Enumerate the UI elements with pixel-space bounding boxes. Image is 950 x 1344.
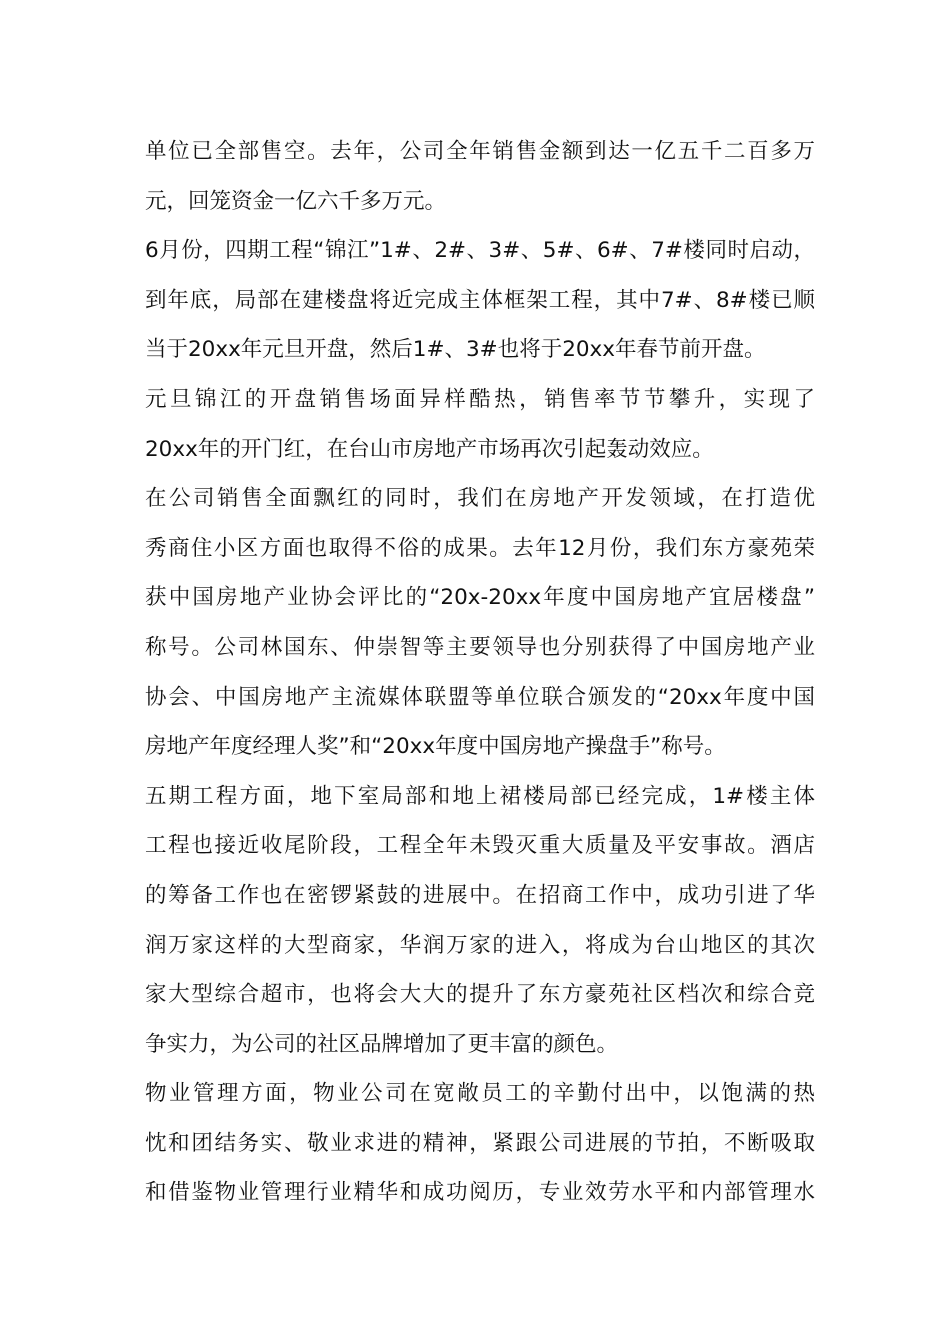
text-line: 元旦锦江的开盘销售场面异样酷热，销售率节节攀升，实现了 (145, 386, 815, 412)
text-line: 物业管理方面，物业公司在宽敞员工的辛勤付出中，以饱满的热 (145, 1081, 815, 1107)
text-line: 20xx年的开门红，在台山市房地产市场再次引起轰动效应。 (145, 436, 714, 462)
text-line: 称号。公司林国东、仲崇智等主要领导也分别获得了中国房地产业 (145, 634, 815, 660)
body-text (145, 127, 815, 1218)
text-line: 单位已全部售空。去年，公司全年销售金额到达一亿五千二百多万 (145, 139, 815, 164)
text-line: 润万家这样的大型商家，华润万家的进入，将成为台山地区的其次 (145, 932, 815, 958)
text-line: 当于20xx年元旦开盘，然后1#、3#也将于20xx年春节前开盘。 (145, 337, 766, 363)
text-line: 获中国房地产业协会评比的“20x-20xx年度中国房地产宜居楼盘” (145, 585, 815, 611)
text-line: 争实力，为公司的社区品牌增加了更丰富的颜色。 (145, 1031, 619, 1057)
text-line: 到年底，局部在建楼盘将近完成主体框架工程，其中7#、8#楼已顺 (145, 287, 815, 313)
text-line: 房地产年度经理人奖”和“20xx年度中国房地产操盘手”称号。 (145, 734, 726, 760)
text-line: 在公司销售全面飘红的同时，我们在房地产开发领域，在打造优 (145, 486, 815, 512)
text-line: 五期工程方面，地下室局部和地上裙楼局部已经完成，1#楼主体 (145, 783, 815, 809)
text-line: 工程也接近收尾阶段，工程全年未毁灭重大质量及平安事故。酒店 (145, 833, 815, 859)
text-line: 秀商住小区方面也取得不俗的成果。去年12月份，我们东方豪苑荣 (145, 535, 815, 561)
text-line: 和借鉴物业管理行业精华和成功阅历，专业效劳水平和内部管理水 (145, 1180, 815, 1206)
text-line: 6月份，四期工程“锦江”1#、2#、3#、5#、6#、7#楼同时启动， (145, 238, 815, 264)
text-line: 忱和团结务实、敬业求进的精神，紧跟公司进展的节拍，不断吸取 (145, 1130, 815, 1156)
text-line: 家大型综合超市，也将会大大的提升了东方豪苑社区档次和综合竞 (145, 982, 815, 1008)
text-line: 协会、中国房地产主流媒体联盟等单位联合颁发的“20xx年度中国 (145, 684, 815, 710)
text-line: 元，回笼资金一亿六千多万元。 (145, 188, 447, 214)
text-line: 的筹备工作也在密锣紧鼓的进展中。在招商工作中，成功引进了华 (145, 882, 815, 908)
